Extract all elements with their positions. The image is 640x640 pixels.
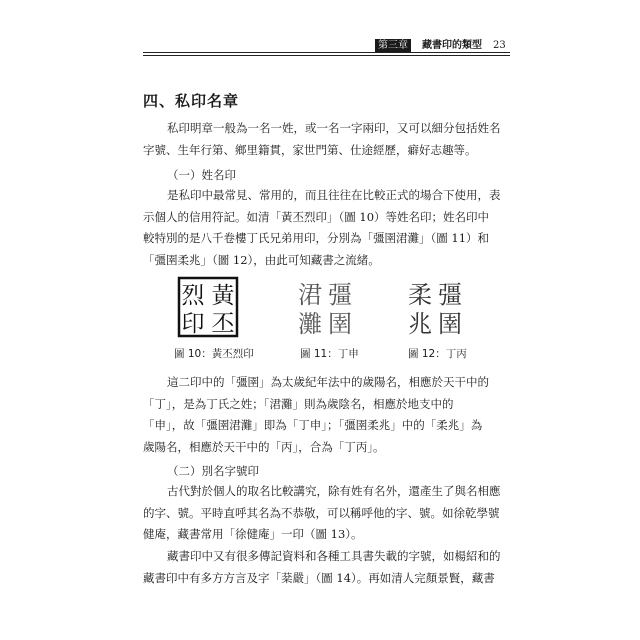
svg-text:涒: 涒	[298, 281, 322, 309]
chapter-label: 第三章	[375, 39, 411, 52]
text-line: 健庵，藏書常用「徐健庵」一印（圖 13）。	[143, 527, 363, 541]
svg-text:灘: 灘	[298, 310, 322, 338]
svg-text:柔: 柔	[408, 281, 432, 309]
figure-caption: 圖 12：丁丙	[408, 348, 467, 360]
svg-text:圉: 圉	[438, 310, 462, 338]
subsection-heading-alias-seal: （二）別名字號印	[167, 464, 259, 478]
text-line: 較特別的是八千卷樓丁氏兄弟用印，分別為「彊圉涒灘」（圖 11）和	[143, 231, 490, 245]
seal-image-huang-pi-lie	[177, 276, 239, 338]
text-line: 是私印中最常見、常用的，而且往往在比較正式的場合下使用，表	[167, 188, 501, 202]
figure-caption: 圖 10：黃丕烈印	[174, 348, 254, 360]
name-seal-paragraph	[143, 185, 507, 271]
intro-paragraph	[143, 118, 507, 161]
text-line: 的字、號。平時直呼其名為不恭敬，可以稱呼他的字、號。如徐乾學號	[143, 505, 500, 520]
text-line: 古代對於個人的取名比較講究，除有姓有名外，還產生了與名相應	[167, 484, 501, 498]
seal-image-ding-bing	[404, 276, 466, 338]
header-rule	[143, 55, 510, 56]
svg-text:圉: 圉	[328, 310, 352, 338]
text-line: 字號、生年行第、鄉里籍貫，家世門第、仕途經歷，癖好志趣等。	[143, 142, 477, 157]
alias-seal-paragraph	[143, 481, 507, 546]
text-line: 這二印中的「彊圉」為太歲紀年法中的歲陽名，相應於天干中的	[167, 375, 489, 389]
svg-text:烈: 烈	[181, 283, 205, 309]
text-line: 示個人的信用符記。如清「黃丕烈印」（圖 10）等姓名印；姓名印中	[143, 209, 490, 224]
svg-text:彊: 彊	[328, 281, 352, 309]
alias-seal-paragraph-2	[143, 546, 507, 589]
text-line: 「申」，故「彊圉涒灘」即為「丁申」；「彊圉柔兆」中的「柔兆」為	[143, 418, 483, 432]
svg-text:丕: 丕	[211, 311, 235, 337]
svg-text:黃: 黃	[211, 283, 235, 309]
header-rule	[143, 52, 510, 53]
running-title: 藏書印的類型	[422, 40, 482, 51]
svg-text:印: 印	[181, 311, 205, 337]
text-line: 「丁」，是為丁氏之姓；「涒灘」則為歲陰名，相應於地支中的	[143, 396, 454, 411]
svg-text:兆: 兆	[408, 310, 432, 338]
svg-text:彊: 彊	[438, 281, 462, 309]
page-number: 23	[493, 40, 506, 51]
text-line: 歲陽名，相應於天干中的「丙」，合為「丁丙」。	[143, 439, 385, 454]
figure-caption: 圖 11：丁申	[300, 348, 359, 360]
subsection-heading-name-seal: （一）姓名印	[167, 168, 236, 182]
text-line: 藏書印中有多方方言及字「棻嚴」（圖 14）。再如清人完顏景賢，藏書	[143, 570, 495, 585]
text-line: 藏書印中又有很多傳記資料和各種工具書失載的字號，如楊紹和的	[167, 549, 501, 563]
text-line: 私印明章一般為一名一姓，或一名一字兩印，又可以細分包括姓名	[167, 121, 501, 135]
section-title: 四、私印名章	[143, 92, 240, 110]
text-line: 「彊圉柔兆」（圖 12），由此可知藏書之流緒。	[143, 252, 380, 267]
seal-image-ding-shen	[294, 276, 356, 338]
seal-explanation-paragraph	[143, 372, 507, 458]
